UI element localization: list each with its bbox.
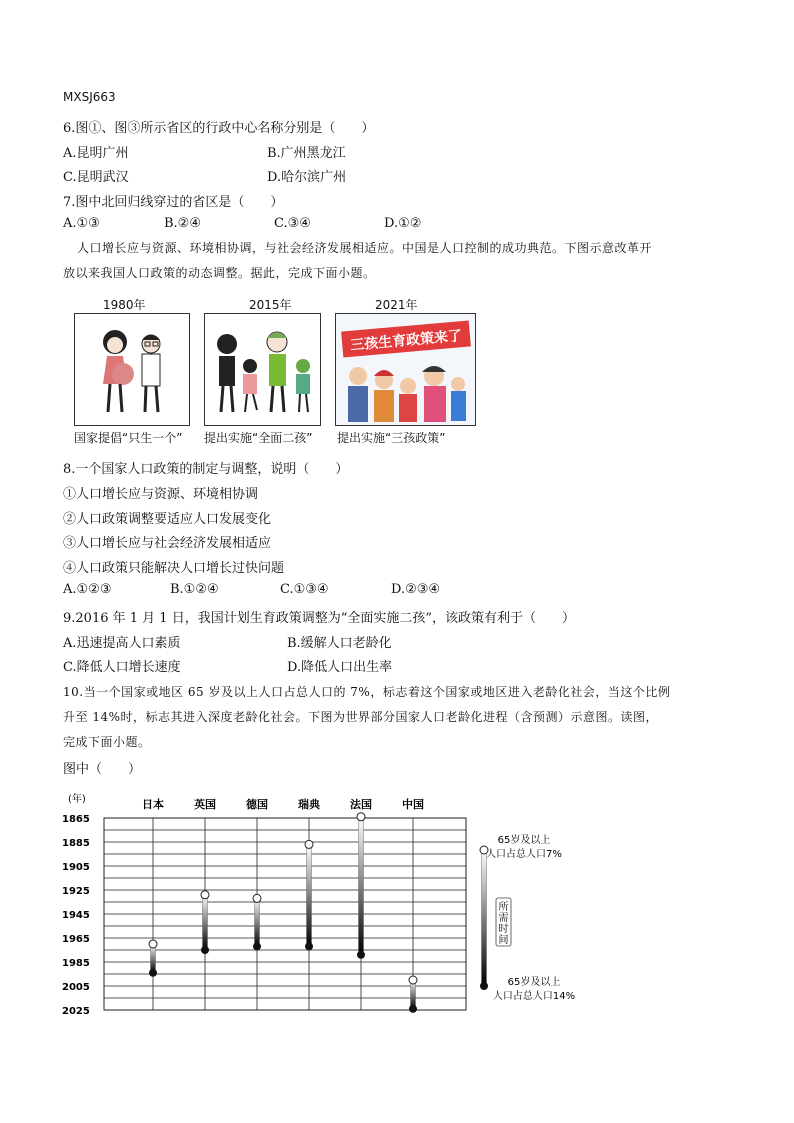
y-tick-label: 1885 — [62, 838, 90, 849]
y-tick-label: 1905 — [62, 862, 90, 873]
chart-y-ticks — [62, 792, 90, 1017]
q8-option-d[interactable]: D.②③④ — [391, 582, 441, 597]
three-child-poster-illustration — [336, 314, 475, 425]
point-14pct — [253, 942, 261, 950]
q8-statement-3: ③人口增长应与社会经济发展相适应 — [63, 536, 272, 551]
year-1980: 1980年 — [103, 298, 146, 312]
q9-stem: 9.2016 年 1 月 1 日，我国计划生育政策调整为“全面实施二孩”，该政策有利于（ ） — [63, 611, 575, 626]
category-label: 日本 — [142, 798, 164, 811]
y-tick-label: 1985 — [62, 958, 90, 969]
q10-paragraph — [63, 680, 731, 755]
q7-option-b[interactable]: B.②④ — [164, 216, 201, 231]
legend-duration-char: 间 — [498, 935, 509, 946]
q9-option-a[interactable]: A.迅速提高人口素质 — [63, 636, 181, 651]
q9-option-b[interactable]: B.缓解人口老龄化 — [287, 636, 392, 651]
y-tick-label: 2025 — [62, 1006, 90, 1017]
aging-process-chart — [60, 788, 620, 1038]
family-illustration — [205, 314, 320, 425]
legend-start-label: 65岁及以上 — [497, 835, 551, 846]
y-tick-label: 1945 — [62, 910, 90, 921]
q8-option-a[interactable]: A.①②③ — [63, 582, 112, 597]
category-label: 德国 — [246, 798, 268, 811]
q10-line-3: 完成下面小题。 — [63, 735, 151, 749]
q8-option-b[interactable]: B.①②④ — [170, 582, 219, 597]
legend-duration-char: 所 — [498, 902, 509, 913]
panel-1980-couple — [74, 313, 190, 426]
legend-end-marker — [480, 982, 488, 990]
caption-2015: 提出实施“全面二孩” — [204, 431, 313, 445]
legend-end-label: 人口占总人口14% — [492, 991, 576, 1002]
header-code: MXSJ663 — [63, 90, 116, 104]
q6-option-b[interactable]: B.广州黑龙江 — [267, 146, 346, 161]
y-axis-label: (年) — [68, 794, 86, 805]
y-tick-label: 1925 — [62, 886, 90, 897]
category-label: 中国 — [402, 798, 424, 811]
point-7pct — [357, 813, 365, 821]
poster-text: 三孩生育政策来了 — [349, 328, 463, 354]
q7-option-c[interactable]: C.③④ — [274, 216, 311, 231]
category-label: 法国 — [350, 798, 372, 811]
q7-option-a[interactable]: A.①③ — [63, 216, 100, 231]
panel-2015-family — [204, 313, 321, 426]
point-14pct — [201, 946, 209, 954]
year-2021: 2021年 — [375, 298, 418, 312]
intro-paragraph — [63, 236, 731, 286]
y-tick-label: 2005 — [62, 982, 90, 993]
q9-option-d[interactable]: D.降低人口出生率 — [287, 660, 393, 675]
q10-line-1: 10.当一个国家或地区 65 岁及以上人口占总人口的 7%，标志着这个国家或地区进入老龄化社会，当这个比例 — [63, 685, 671, 699]
q6-stem: 6.图①、图③所示省区的行政中心名称分别是（ ） — [63, 121, 375, 136]
point-14pct — [305, 942, 313, 950]
point-7pct — [305, 840, 313, 848]
point-14pct — [149, 969, 157, 977]
chart-legend — [480, 833, 575, 1002]
q10-line-2: 升至 14%时，标志其进入深度老龄化社会。下图为世界部分国家人口老龄化进程（含预测）示意图。读图， — [63, 710, 658, 724]
category-label: 英国 — [194, 798, 216, 811]
q9-option-c[interactable]: C.降低人口增长速度 — [63, 660, 181, 675]
q6-option-a[interactable]: A.昆明广州 — [63, 146, 129, 161]
intro-line-2: 放以来我国人口政策的动态调整。据此，完成下面小题。 — [63, 266, 376, 280]
q7-stem: 7.图中北回归线穿过的省区是（ ） — [63, 195, 284, 210]
chart-bars — [149, 813, 417, 1013]
duration-bar — [203, 895, 208, 950]
caption-2021: 提出实施“三孩政策” — [337, 431, 446, 445]
y-tick-label: 1965 — [62, 934, 90, 945]
year-2015: 2015年 — [249, 298, 292, 312]
caption-1980: 国家提倡“只生一个” — [74, 431, 183, 445]
couple-illustration — [75, 314, 189, 425]
q7-option-d[interactable]: D.①② — [384, 216, 422, 231]
duration-bar — [307, 844, 312, 946]
point-7pct — [149, 940, 157, 948]
point-7pct — [253, 894, 261, 902]
point-14pct — [357, 951, 365, 959]
y-tick-label: 1865 — [62, 814, 90, 825]
legend-duration-char: 时 — [498, 924, 509, 935]
point-7pct — [201, 891, 209, 899]
point-7pct — [409, 976, 417, 984]
q8-statement-1: ①人口增长应与资源、环境相协调 — [63, 487, 259, 502]
panel-2021-three-child — [335, 313, 476, 426]
q8-option-c[interactable]: C.①③④ — [280, 582, 329, 597]
q10-sub: 图中（ ） — [63, 762, 142, 777]
q8-statement-2: ②人口政策调整要适应人口发展变化 — [63, 512, 272, 527]
legend-bar — [482, 850, 487, 986]
point-14pct — [409, 1005, 417, 1013]
duration-bar — [359, 817, 364, 955]
q8-stem: 8.一个国家人口政策的制定与调整，说明（ ） — [63, 462, 349, 477]
q6-option-c[interactable]: C.昆明武汉 — [63, 170, 129, 185]
category-label: 瑞典 — [298, 798, 320, 811]
duration-bar — [255, 898, 260, 946]
legend-end-label: 65岁及以上 — [507, 977, 561, 988]
q8-statement-4: ④人口政策只能解决人口增长过快问题 — [63, 561, 285, 576]
q6-option-d[interactable]: D.哈尔滨广州 — [267, 170, 347, 185]
intro-line-1: 人口增长应与资源、环境相协调，与社会经济发展相适应。中国是人口控制的成功典范。下图示意改革开 — [77, 241, 653, 255]
legend-duration-char: 需 — [498, 913, 509, 924]
chart-categories — [142, 797, 424, 811]
legend-start-label: 人口占总人口7% — [486, 849, 562, 860]
